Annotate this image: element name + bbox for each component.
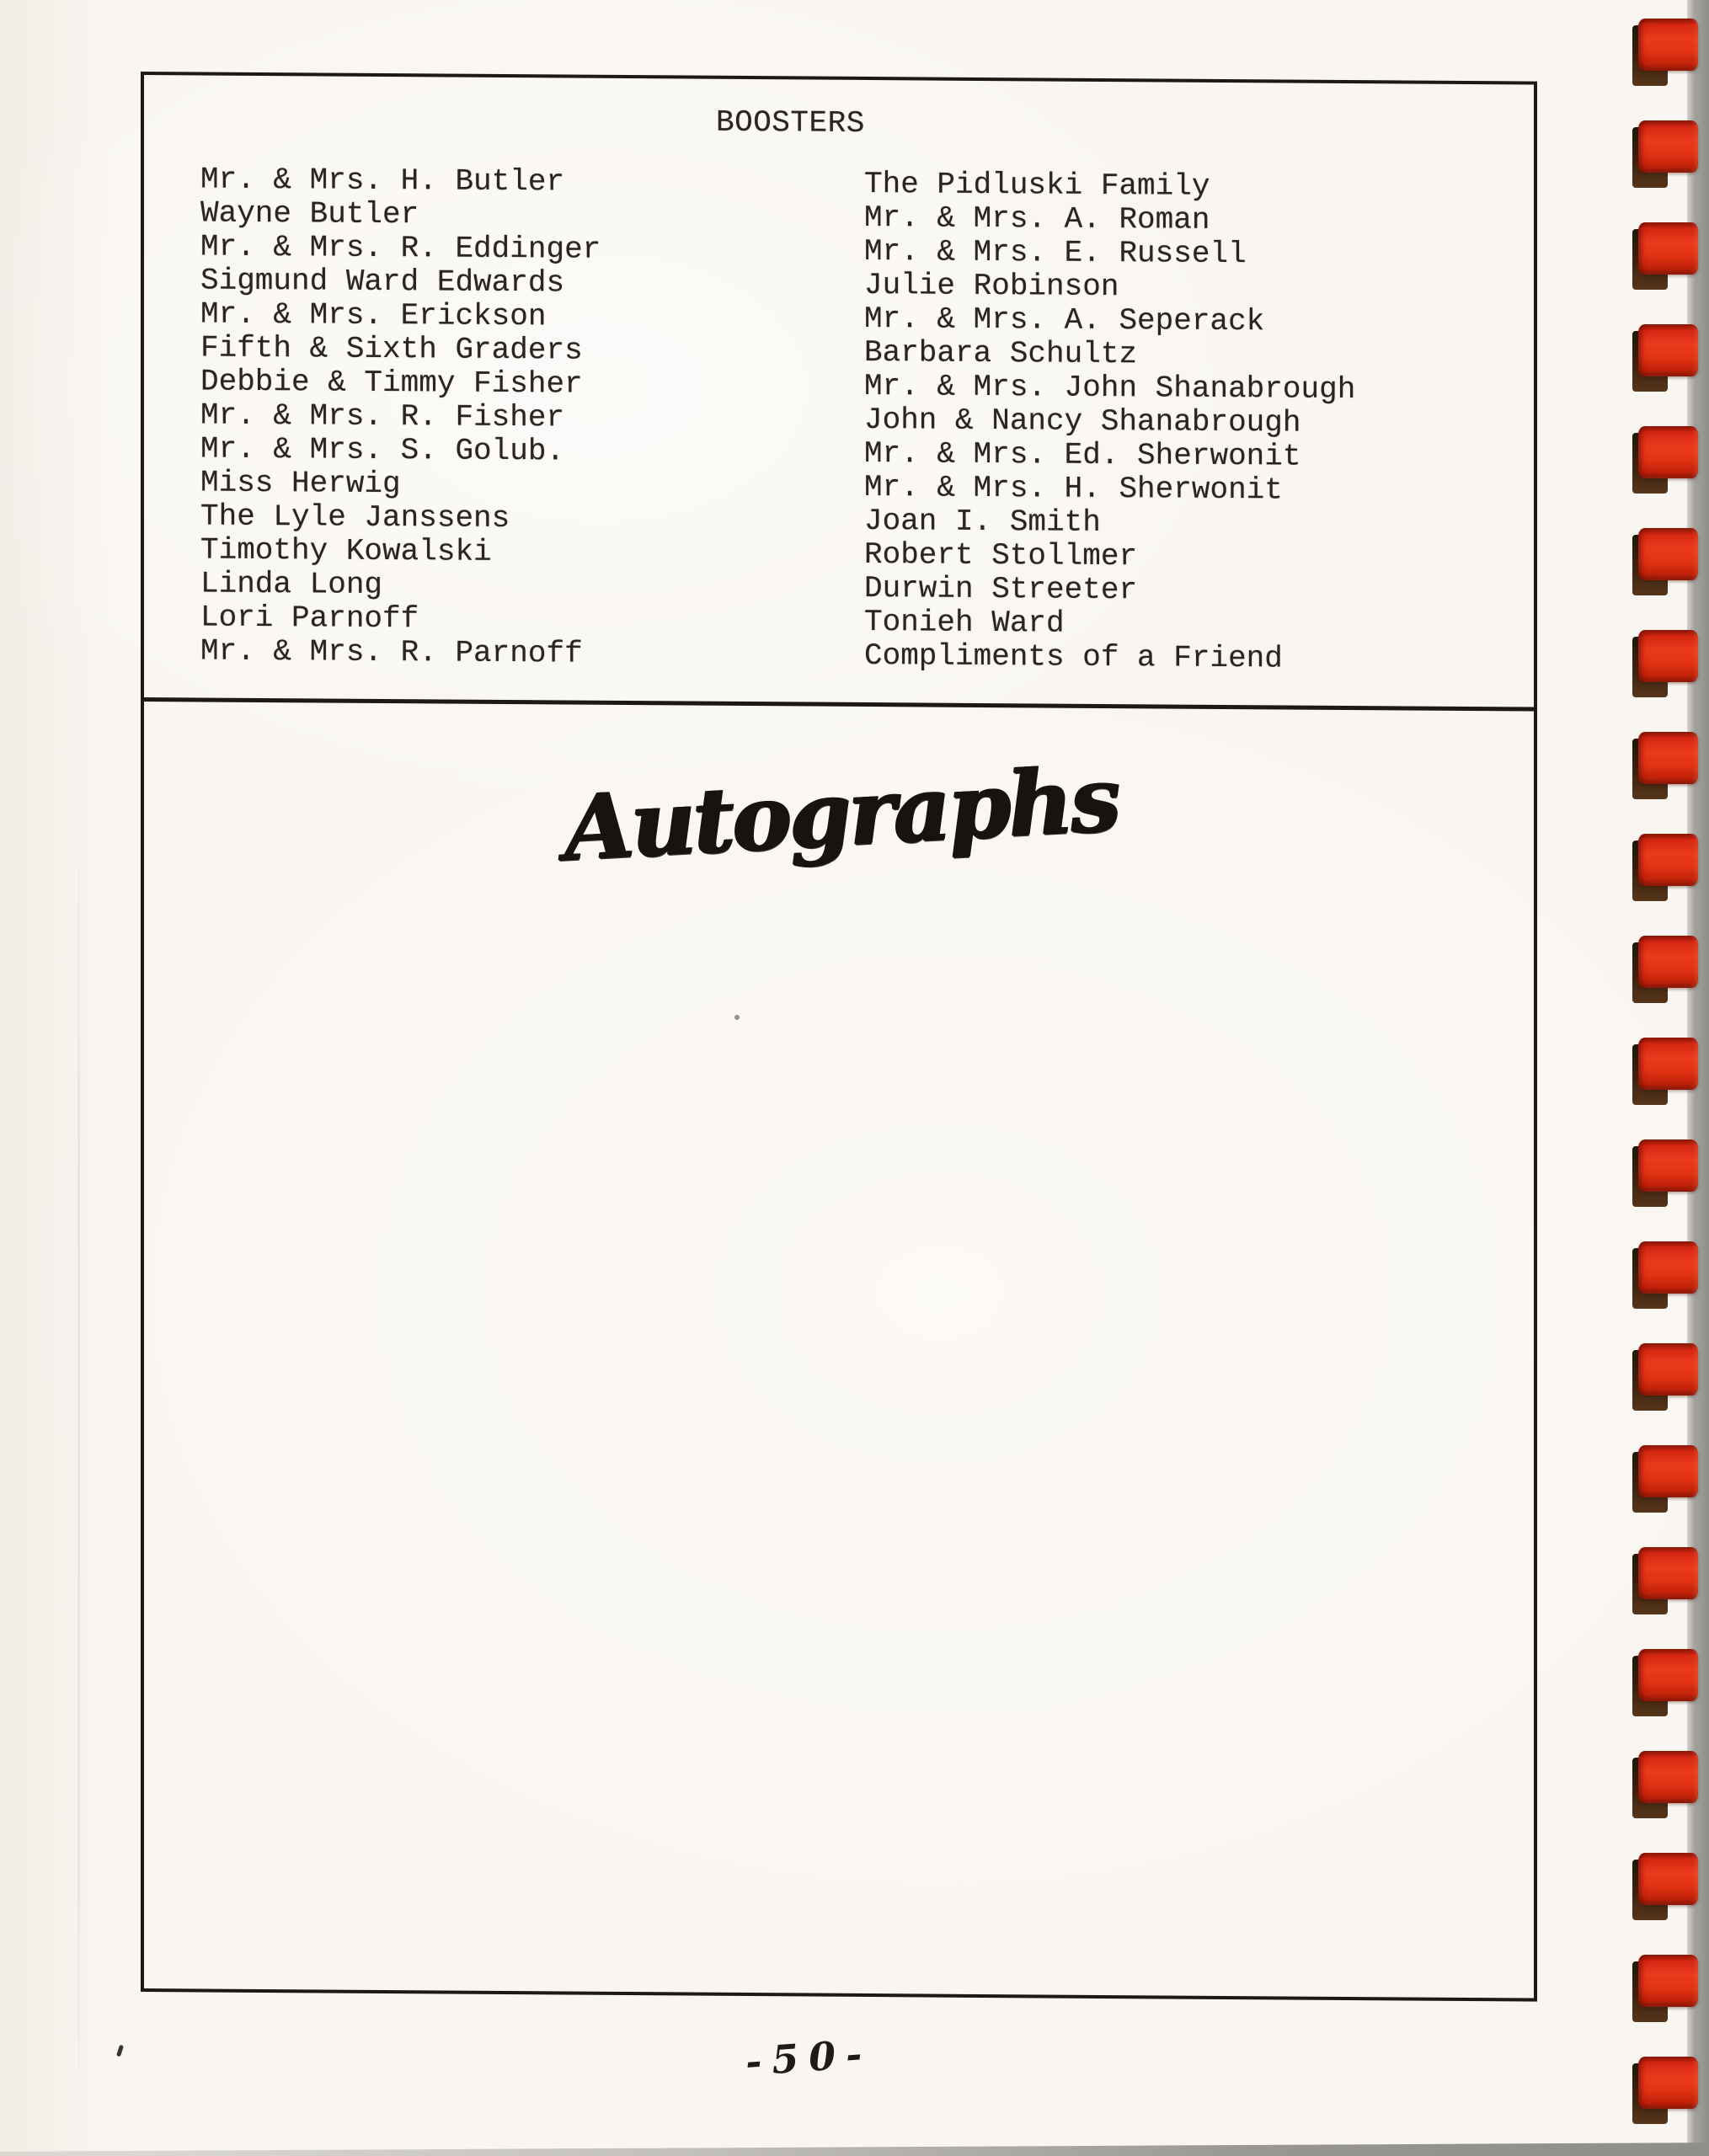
booster-entry: Robert Stollmer	[864, 536, 1138, 574]
page-number: -50-	[744, 2030, 873, 2085]
binding-slot	[1632, 331, 1668, 392]
booster-entry: The Pidluski Family	[864, 166, 1210, 204]
binding-slot	[1632, 1554, 1668, 1614]
binding-slot	[1632, 1452, 1668, 1513]
booster-entry: Mr. & Mrs. R. Eddinger	[200, 229, 601, 267]
binding-slot	[1632, 2063, 1668, 2124]
booster-entry: Mr. & Mrs. A. Roman	[864, 200, 1210, 237]
ink-speck	[734, 1015, 740, 1020]
booster-entry: Mr. & Mrs. A. Seperack	[864, 301, 1265, 339]
binding-slot	[1632, 1146, 1668, 1207]
binding-slot	[1632, 1860, 1668, 1920]
booster-entry: Barbara Schultz	[864, 334, 1138, 372]
booster-entry: Mr. & Mrs. S. Golub.	[200, 431, 565, 469]
page-crease	[77, 758, 80, 2156]
autographs-heading: Autographs	[560, 745, 1121, 881]
booster-entry: John & Nancy Shanabrough	[864, 402, 1301, 440]
boosters-column-left	[200, 163, 601, 670]
booster-entry: Wayne Butler	[200, 195, 419, 232]
binding-slot	[1632, 1248, 1668, 1309]
binding-slot	[1632, 739, 1668, 799]
binding-slot	[1632, 1350, 1668, 1411]
binding-slot	[1632, 535, 1668, 595]
booster-entry: Mr. & Mrs. R. Fisher	[200, 398, 565, 435]
boosters-title: BOOSTERS	[716, 104, 865, 141]
binding-slot	[1632, 1044, 1668, 1105]
booster-entry: Mr. & Mrs. H. Butler	[200, 162, 565, 200]
content-border-box	[141, 72, 1537, 2002]
boosters-column-right	[864, 168, 1355, 676]
binding-slot	[1632, 1961, 1668, 2022]
autographs-section	[144, 702, 1534, 1999]
booster-entry: Mr. & Mrs. Ed. Sherwonit	[864, 435, 1301, 474]
booster-entry: Lori Parnoff	[200, 600, 419, 637]
binding-slot	[1632, 841, 1668, 901]
binding-slot	[1632, 637, 1668, 697]
booster-entry: Sigmund Ward Edwards	[200, 263, 565, 301]
binding-slot	[1632, 942, 1668, 1003]
booster-entry: Mr. & Mrs. R. Parnoff	[200, 633, 583, 671]
booster-entry: Durwin Streeter	[864, 570, 1138, 608]
booster-entry: Mr. & Mrs. E. Russell	[864, 233, 1247, 272]
booster-entry: Fifth & Sixth Graders	[200, 330, 583, 368]
booster-entry: Linda Long	[200, 566, 383, 603]
boosters-section	[144, 75, 1534, 712]
booster-entry: Timothy Kowalski	[200, 532, 492, 569]
scan-edge-shadow-right	[1687, 0, 1709, 2156]
booster-entry: Julie Robinson	[864, 267, 1119, 305]
page-content	[141, 0, 1541, 2156]
binding-slot	[1632, 25, 1668, 86]
booster-entry: Tonieh Ward	[864, 604, 1065, 641]
binding-slot	[1632, 229, 1668, 290]
booster-entry: Mr. & Mrs. Erickson	[200, 296, 547, 334]
booster-entry: Miss Herwig	[200, 465, 401, 502]
binding-slot	[1632, 433, 1668, 494]
binding-slot	[1632, 1656, 1668, 1716]
booster-entry: Joan I. Smith	[864, 503, 1101, 540]
booster-entry: Mr. & Mrs. John Shanabrough	[864, 368, 1356, 408]
binding-slot	[1632, 127, 1668, 188]
booster-entry: Debbie & Timmy Fisher	[200, 364, 583, 402]
binding-slot	[1632, 1758, 1668, 1818]
booster-entry: Mr. & Mrs. H. Sherwonit	[864, 469, 1283, 508]
ink-speck	[116, 2045, 124, 2057]
booster-entry: The Lyle Janssens	[200, 499, 510, 536]
booster-entry: Compliments of a Friend	[864, 638, 1283, 676]
